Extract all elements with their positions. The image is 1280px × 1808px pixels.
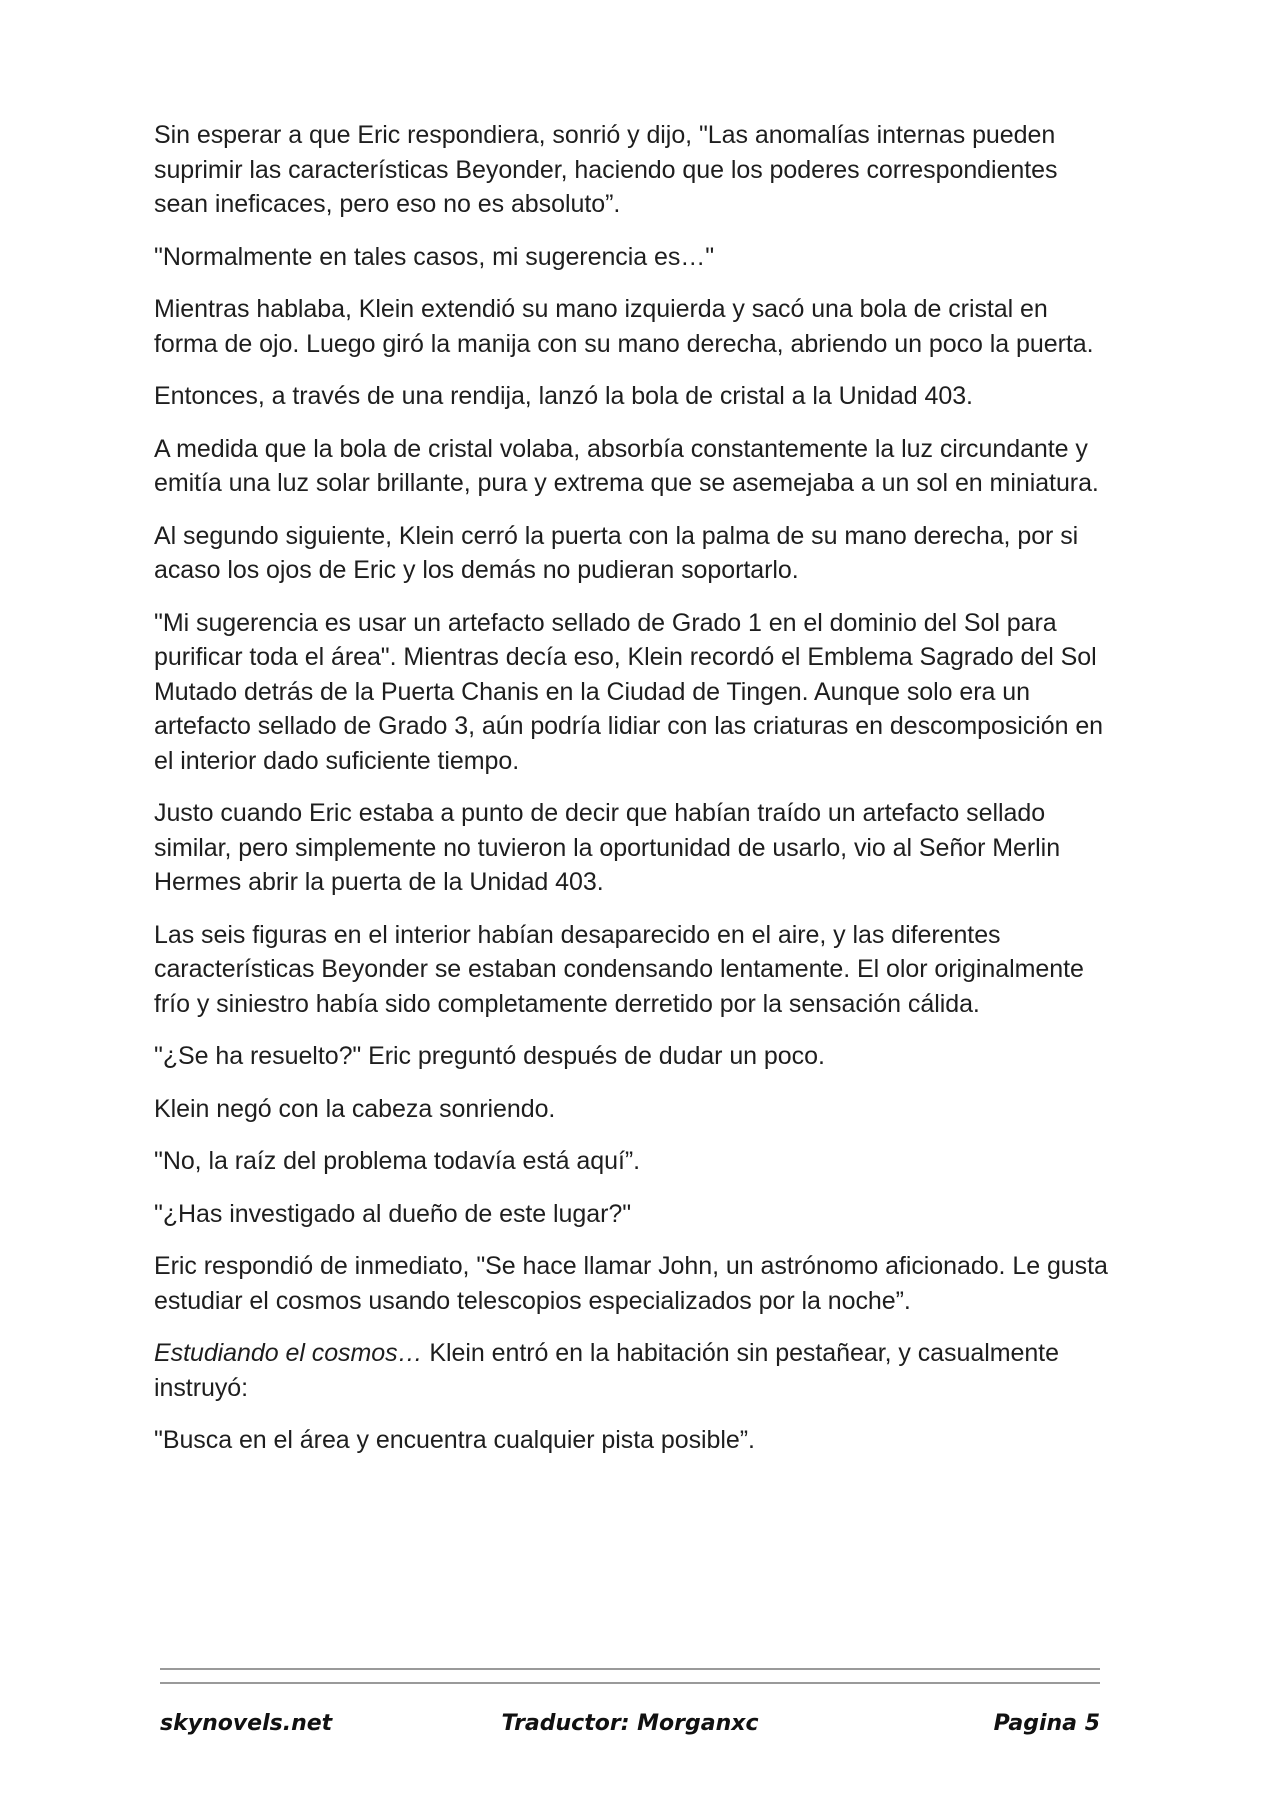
footer-page-number: Pagina 5 xyxy=(993,1711,1100,1736)
paragraph: Justo cuando Eric estaba a punto de decir que habían traído un artefacto sellado similar, pero simplemente no tuvieron la oportunidad de usarlo, vio al Señor Merlin Hermes abrir la puerta de la Unidad 403. xyxy=(154,799,1061,896)
italic-phrase: Estudiando el cosmos… xyxy=(154,1339,423,1367)
footer-site: skynovels.net xyxy=(160,1711,333,1736)
footer-divider-bottom xyxy=(160,1682,1100,1684)
paragraph: Sin esperar a que Eric respondiera, sonrió y dijo, "Las anomalías internas pueden suprimir las características Beyonder, haciendo que los poderes correspondientes sean ineficaces, pero eso no es absoluto”. xyxy=(154,121,1058,218)
paragraph: "¿Se ha resuelto?" Eric preguntó después de dudar un poco. xyxy=(154,1042,825,1070)
paragraph-italic-lead xyxy=(154,1336,1114,1405)
footer-divider-top xyxy=(160,1668,1100,1670)
paragraph: "Mi sugerencia es usar un artefacto sellado de Grado 1 en el dominio del Sol para purificar toda el área". Mientras decía eso, Klein recordó el Emblema Sagrado del Sol Mutado detrás de la Puerta Chanis en la Ciudad de Tingen. Aunque solo era un artefacto sellado de Grado 3, aún podría lidiar con las criaturas en descomposición en el interior dado suficiente tiempo. xyxy=(154,608,1104,775)
body-text xyxy=(154,118,1114,1476)
paragraph: Entonces, a través de una rendija, lanzó la bola de cristal a la Unidad 403. xyxy=(154,382,973,410)
paragraph: "Busca en el área y encuentra cualquier pista posible”. xyxy=(154,1426,755,1454)
paragraph: Mientras hablaba, Klein extendió su mano izquierda y sacó una bola de cristal en forma de ojo. Luego giró la manija con su mano derecha, abriendo un poco la puerta. xyxy=(154,295,1094,358)
paragraph: "No, la raíz del problema todavía está aquí”. xyxy=(154,1147,641,1175)
paragraph: "Normalmente en tales casos, mi sugerencia es…" xyxy=(154,242,715,271)
paragraph: Las seis figuras en el interior habían desaparecido en el aire, y las diferentes características Beyonder se estaban condensando lentamente. El olor originalmente frío y siniestro había sido completamente derretido por la sensación cálida. xyxy=(154,920,1084,1018)
paragraph: Klein negó con la cabeza sonriendo. xyxy=(154,1094,556,1123)
paragraph: "¿Has investigado al dueño de este lugar?" xyxy=(154,1199,632,1228)
paragraph: A medida que la bola de cristal volaba, absorbía constantemente la luz circundante y emitía una luz solar brillante, pura y extrema que se asemejaba a un sol en miniatura. xyxy=(154,434,1099,497)
paragraph: Al segundo siguiente, Klein cerró la puerta con la palma de su mano derecha, por si acaso los ojos de Eric y los demás no pudieran soportarlo. xyxy=(154,521,1079,584)
page-footer xyxy=(160,1711,1100,1745)
paragraph: Eric respondió de inmediato, "Se hace llamar John, un astrónomo aficionado. Le gusta estudiar el cosmos usando telescopios especializados por la noche”. xyxy=(154,1252,1108,1315)
footer-translator: Traductor: Morganxc xyxy=(501,1711,759,1736)
paragraph-rest: Klein entró en la habitación sin pestañear, y casualmente instruyó: xyxy=(154,1339,1059,1402)
